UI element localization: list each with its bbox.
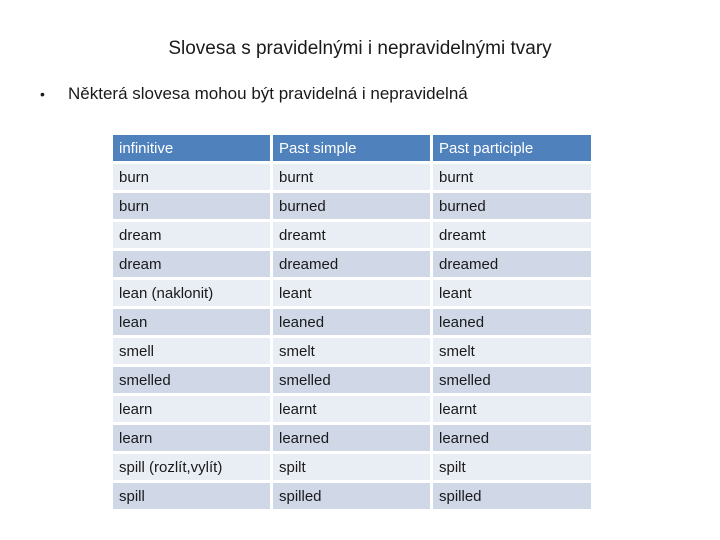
slide-title: Slovesa s pravidelnými i nepravidelnými tvary bbox=[168, 38, 552, 59]
cell-infinitive: lean (naklonit) bbox=[113, 280, 270, 309]
cell-past-participle: leant bbox=[433, 280, 591, 309]
cell-infinitive: learn bbox=[113, 425, 270, 454]
cell-past-participle: spilt bbox=[433, 454, 591, 483]
cell-past-simple: smelled bbox=[273, 367, 430, 396]
cell-past-simple: learned bbox=[273, 425, 430, 454]
cell-past-participle: smelled bbox=[433, 367, 591, 396]
table-row bbox=[113, 367, 591, 396]
cell-infinitive: smelled bbox=[113, 367, 270, 396]
table-header-row bbox=[113, 135, 591, 164]
cell-infinitive: learn bbox=[113, 396, 270, 425]
cell-past-participle: leaned bbox=[433, 309, 591, 338]
table-row bbox=[113, 164, 591, 193]
cell-past-participle: learnt bbox=[433, 396, 591, 425]
cell-past-participle: burned bbox=[433, 193, 591, 222]
verb-table-container bbox=[113, 135, 591, 512]
table-row bbox=[113, 454, 591, 483]
cell-past-simple: dreamed bbox=[273, 251, 430, 280]
table-row bbox=[113, 425, 591, 454]
cell-past-simple: smelt bbox=[273, 338, 430, 367]
header-past-simple: Past simple bbox=[273, 135, 430, 164]
header-past-participle: Past participle bbox=[433, 135, 591, 164]
cell-past-simple: dreamt bbox=[273, 222, 430, 251]
cell-past-participle: learned bbox=[433, 425, 591, 454]
cell-past-participle: burnt bbox=[433, 164, 591, 193]
cell-infinitive: spill (rozlít,vylít) bbox=[113, 454, 270, 483]
table-row bbox=[113, 483, 591, 512]
cell-past-simple: leant bbox=[273, 280, 430, 309]
verb-table bbox=[110, 135, 594, 512]
cell-infinitive: dream bbox=[113, 222, 270, 251]
cell-past-participle: dreamed bbox=[433, 251, 591, 280]
cell-past-simple: spilled bbox=[273, 483, 430, 512]
header-infinitive: infinitive bbox=[113, 135, 270, 164]
cell-past-participle: dreamt bbox=[433, 222, 591, 251]
cell-infinitive: lean bbox=[113, 309, 270, 338]
table-row bbox=[113, 251, 591, 280]
table-row bbox=[113, 338, 591, 367]
cell-past-simple: leaned bbox=[273, 309, 430, 338]
cell-past-simple: burned bbox=[273, 193, 430, 222]
bullet-item bbox=[40, 84, 468, 104]
table-row bbox=[113, 193, 591, 222]
cell-infinitive: smell bbox=[113, 338, 270, 367]
cell-past-simple: learnt bbox=[273, 396, 430, 425]
cell-infinitive: burn bbox=[113, 193, 270, 222]
cell-past-simple: spilt bbox=[273, 454, 430, 483]
table-row bbox=[113, 222, 591, 251]
table-row bbox=[113, 396, 591, 425]
table-row bbox=[113, 309, 591, 338]
table-row bbox=[113, 280, 591, 309]
table-body bbox=[113, 164, 591, 512]
cell-infinitive: spill bbox=[113, 483, 270, 512]
cell-infinitive: burn bbox=[113, 164, 270, 193]
cell-infinitive: dream bbox=[113, 251, 270, 280]
cell-past-participle: spilled bbox=[433, 483, 591, 512]
bullet-icon: • bbox=[40, 86, 45, 102]
cell-past-participle: smelt bbox=[433, 338, 591, 367]
cell-past-simple: burnt bbox=[273, 164, 430, 193]
bullet-text: Některá slovesa mohou být pravidelná i nepravidelná bbox=[68, 84, 468, 103]
